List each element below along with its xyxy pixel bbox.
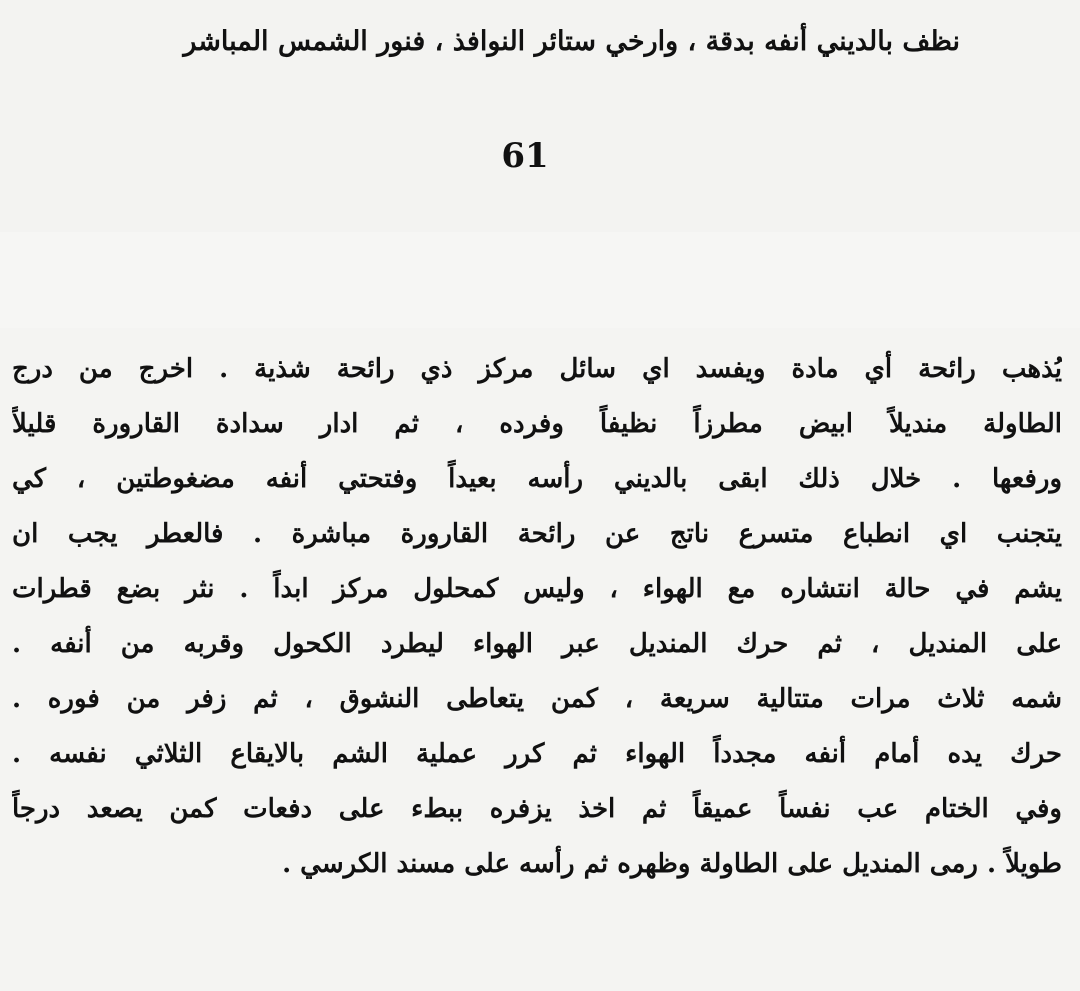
paragraph-line: شمه ثلاث مرات متتالية سريعة ، كمن يتعاطى النشوق ، ثم زفر من فوره . bbox=[12, 684, 1062, 714]
page-number: 61 bbox=[501, 136, 549, 176]
paragraph-line: يُذهب رائحة أي مادة ويفسد اي سائل مركز ذي رائحة شذية . اخرج من درج bbox=[12, 354, 1062, 384]
paragraph-line: طويلاً . رمى المنديل على الطاولة وظهره ثم رأسه على مسند الكرسي . bbox=[282, 849, 1062, 879]
paragraph-line: حرك يده أمام أنفه مجدداً الهواء ثم كرر عملية الشم بالايقاع الثلاثي نفسه . bbox=[12, 739, 1062, 769]
paragraph-line: على المنديل ، ثم حرك المنديل عبر الهواء ليطرد الكحول وقربه من أنفه . bbox=[12, 629, 1062, 659]
paragraph-line: ورفعها . خلال ذلك ابقى بالديني رأسه بعيداً وفتحتي أنفه مضغوطتين ، كي bbox=[12, 464, 1062, 494]
previous-page-fragment bbox=[0, 0, 1080, 232]
paragraph-line: يتجنب اي انطباع متسرع ناتج عن رائحة القارورة مباشرة . فالعطر يجب ان bbox=[12, 519, 1062, 549]
paragraph-line: الطاولة منديلاً ابيض مطرزاً نظيفاً وفرده ، ثم ادار سدادة القارورة قليلاً bbox=[12, 409, 1062, 439]
page-gap bbox=[0, 232, 1080, 328]
paragraph bbox=[12, 342, 1062, 892]
paragraph-line: يشم في حالة انتشاره مع الهواء ، وليس كمحلول مركز ابداً . نثر بضع قطرات bbox=[12, 574, 1062, 604]
top-text-line: نظف بالديني أنفه بدقة ، وارخي ستائر النوافذ ، فنور الشمس المباشر bbox=[183, 26, 960, 57]
paragraph-line: وفي الختام عب نفساً عميقاً ثم اخذ يزفره ببطء على دفعات كمن يصعد درجاً bbox=[12, 794, 1062, 824]
